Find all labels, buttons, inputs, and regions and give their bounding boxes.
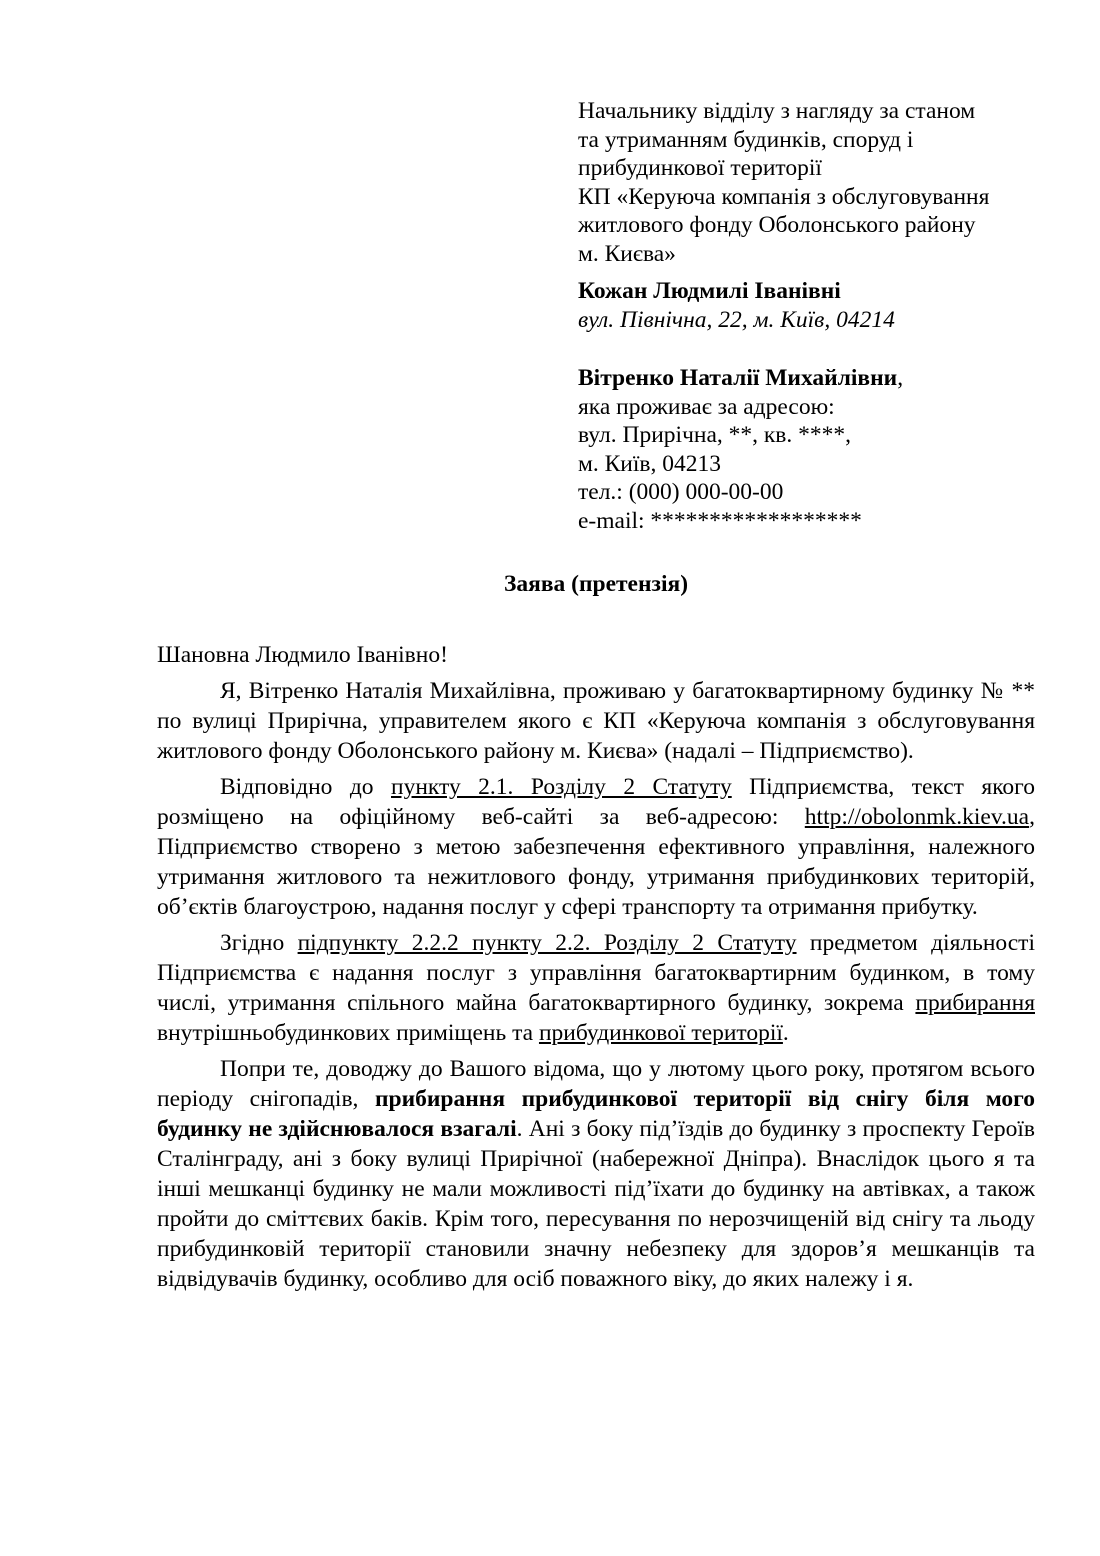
- paragraph-text: Відповідно до: [220, 774, 391, 800]
- paragraph-statute-2-2: [157, 928, 1035, 1048]
- paragraph-text: Підприємства, текст якого розміщено на офіційному веб-сайті за веб-адресою:: [157, 774, 1035, 830]
- recipient-line: м. Києва»: [578, 240, 676, 267]
- recipient-head-name: Кожан Людмилі Іванівні: [578, 278, 841, 304]
- recipient-line: житлового фонду Оболонського району: [578, 212, 976, 238]
- document-title: Заява (претензія): [503, 571, 689, 597]
- recipient-head-address: вул. Північна, 22, м. Київ, 04214: [578, 306, 895, 333]
- paragraph-statute-2-1: [157, 772, 1035, 922]
- paragraph-text: предметом діяльності Підприємства є надання послуг з управління багатоквартирним будинком, в тому числі, утримання спільного майна багатоквартирного будинку, зокрема: [157, 930, 1035, 1016]
- paragraph-text: Я, Вітренко Наталія Михайлівна, проживаю у багатоквартирному будинку № ** по вулиці Прирічна, управителем якого є КП «Керуюча компанія з обслуговування житлового фонду Оболонського району м. Києва» (надалі – Підприємство).: [157, 678, 1035, 764]
- recipient-line: КП «Керуюча компанія з обслуговування: [578, 183, 990, 210]
- recipient-line: прибудинкової території: [578, 155, 822, 181]
- website-url: http://obolonmk.kiev.ua: [804, 804, 1030, 830]
- salutation: Шановна Людмило Іванівно!: [157, 642, 448, 668]
- recipient-block: [578, 97, 1048, 535]
- sender-name: [578, 364, 1048, 393]
- bold-claim: прибирання прибудинкової території від снігу біля мого будинку не здійснювалося взагалі: [157, 1086, 1035, 1142]
- sender-line: яка проживає за адресою:: [578, 393, 835, 420]
- paragraph-intro: [157, 676, 1035, 766]
- document-body: [157, 640, 1035, 1300]
- paragraph-text: внутрішньобудинкових приміщень та: [157, 1020, 539, 1046]
- paragraph-text: Згідно: [220, 930, 298, 956]
- paragraph-text: Попри те, доводжу до Вашого відома, що у лютому цього року, протягом всього періоду снігопадів,: [157, 1056, 1035, 1112]
- sender-name-suffix: ,: [897, 365, 904, 391]
- sender-line: тел.: (000) 000-00-00: [578, 479, 784, 505]
- paragraph-text: . Ані з боку під’їздів до будинку з проспекту Героїв Сталінграду, ані з боку вулиці Прирічної (набережної Дніпра). Внаслідок цього я та інші мешканці будинку не мали можливості під’їхати до будинку на автівках, а також пройти до сміттєвих баків. Крім того, пересування по нерозчищеній від снігу та льоду прибудинковій території становили значну небезпеку для здоров’я мешканців та відвідувачів будинку, особливо для осіб поважного віку, до яких належу і я.: [157, 1116, 1035, 1292]
- recipient-line: Начальнику відділу з нагляду за станом: [578, 98, 976, 124]
- statute-reference: пункту 2.1. Розділу 2 Статуту: [391, 774, 732, 800]
- sender-name-bold: Вітренко Наталії Михайлівни: [578, 365, 898, 391]
- paragraph-complaint: [157, 1054, 1035, 1294]
- underlined-term: прибирання: [915, 990, 1035, 1016]
- sender-line: e-mail: ******************: [578, 507, 862, 534]
- recipient-line: та утриманням будинків, споруд і: [578, 126, 914, 153]
- statute-reference: підпункту 2.2.2 пункту 2.2. Розділу 2 Статуту: [297, 930, 797, 956]
- sender-line: м. Київ, 04213: [578, 450, 721, 477]
- underlined-term: прибудинкової території: [538, 1020, 783, 1046]
- sender-line: вул. Прирічна, **, кв. ****,: [578, 422, 852, 448]
- sender-block: [578, 364, 1048, 535]
- paragraph-text: , Підприємство створено з метою забезпечення ефективного управління, належного утримання житлового та нежитлового фонду, утримання прибудинкових територій, об’єктів благоустрою, надання послуг у сфері транспорту та отримання прибутку.: [157, 804, 1035, 920]
- paragraph-text: .: [782, 1020, 789, 1046]
